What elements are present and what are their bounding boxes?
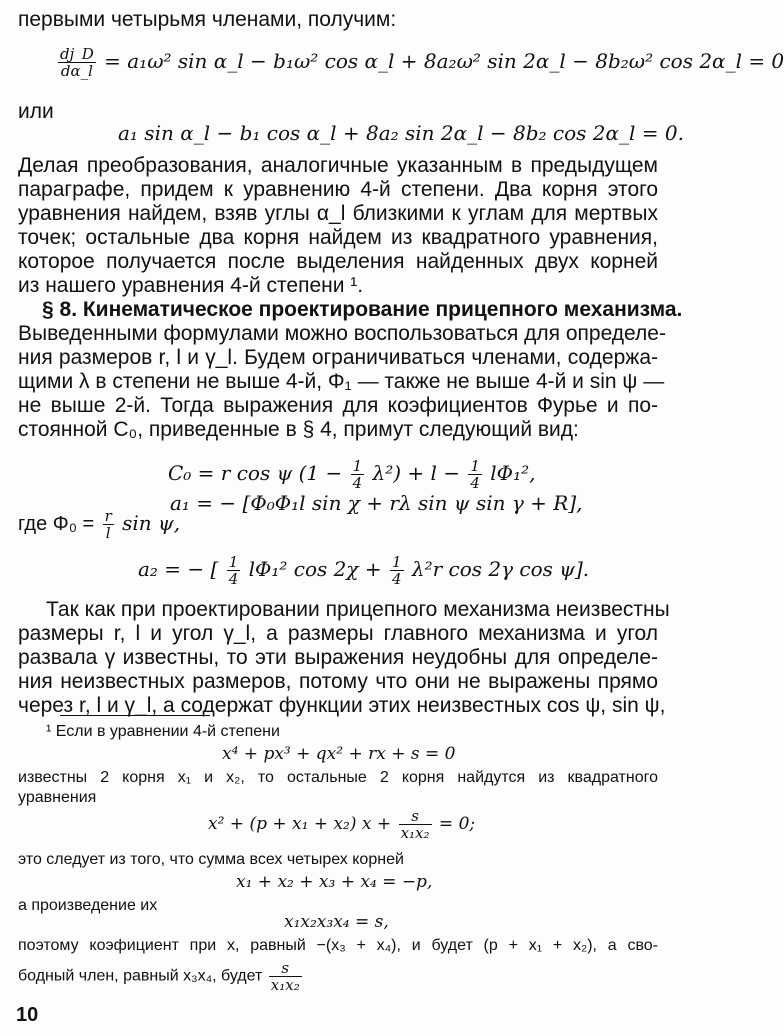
text-line: стоянной C₀, приведенные в § 4, примут следующий вид: xyxy=(18,418,579,441)
footnote-line: бодный член, равный x₃x₄, будет $\frac{s}{\text{x₁x₂}}$ xyxy=(18,959,300,994)
ili-word: или xyxy=(18,100,54,123)
section-heading: § 8. Кинематическое проектирование прицепного механизма. xyxy=(42,298,683,321)
text-line: ния неизвестных размеров, потому что они не выражены прямо xyxy=(18,670,658,693)
derivative-rhs: = a₁ω² sin α_l − b₁ω² cos α_l + 8a₂ω² sin 2α_l − 8b₂ω² cos 2α_l = 0 xyxy=(104,49,784,73)
footnote-equation: x₁ + x₂ + x₃ + x₄ = −p, xyxy=(236,872,433,892)
footnote-equation: x² + (p + x₁ + x₂) x + $\frac{s}{\text{x₁x₂}}$ = 0; xyxy=(208,807,476,842)
text-line: Выведенными формулами можно воспользоваться для определе- xyxy=(18,322,666,345)
footnote-line: уравнения xyxy=(18,789,97,806)
text-line: точек; остальные два корня найдем из квадратного уравнения, xyxy=(18,226,658,249)
equation-c0: C₀ = r cos ψ (1 − $\frac{1}{4}$ λ²) + l − $\frac{1}{4}$ lΦ₁², xyxy=(168,457,536,492)
text-line: размеры r, l и угол γ_l, а размеры главного механизма и угол xyxy=(18,622,658,645)
equation-a2: a₂ = − [ $\frac{1}{4}$ lΦ₁² cos 2χ + $\frac{1}{4}$ λ²r cos 2γ cos ψ]. xyxy=(138,553,590,588)
text-line: Делая преобразования, аналогичные указанным в предыдущем xyxy=(18,154,658,177)
footnote-line: известны 2 корня x₁ и x₂, то остальные 2 корня найдутся из квадратного xyxy=(18,769,658,786)
text-line: которое получается после выделения найденных двух корней xyxy=(18,250,658,273)
text-line: развала γ известны, то эти выражения неудобны для определе- xyxy=(18,646,658,669)
text-line: из нашего уравнения 4-й степени ¹. xyxy=(18,274,364,297)
footnote-divider xyxy=(60,715,210,716)
text-line: щими λ в степени не выше 4-й, Φ₁ — также не выше 4-й и sin ψ — xyxy=(18,370,665,393)
text-line: уравнения найдем, взяв углы α_l близкими к углам для мертвых xyxy=(18,202,658,225)
text-line: не выше 2-й. Тогда выражения для коэфициентов Фурье и по- xyxy=(18,394,658,417)
footnote-line: поэтому коэфициент при x, равный −(x₃ + x₄), и будет (p + x₁ + x₂), а сво- xyxy=(18,937,658,954)
equation-a1: a₁ = − [Φ₀Φ₁l sin χ + rλ sin ψ sin γ + R], xyxy=(170,491,583,515)
footnote-equation: x₁x₂x₃x₄ = s, xyxy=(284,912,389,932)
footnote-line: это следует из того, что сумма всех четырех корней xyxy=(18,851,404,868)
footnote-equation: x⁴ + px³ + qx² + rx + s = 0 xyxy=(222,744,456,764)
footnote-line: ¹ Если в уравнении 4-й степени xyxy=(46,723,280,740)
footnote-line: а произведение их xyxy=(18,897,158,914)
equation-derivative xyxy=(56,46,784,79)
text-line: через r, l и γ_l, а содержат функции этих неизвестных cos ψ, sin ψ, xyxy=(18,694,666,717)
page-number: 10 xyxy=(16,1004,39,1026)
derivative-fraction: $\frac{dj\_D}{d\alpha\_l}$ xyxy=(60,45,94,80)
intro-line: первыми четырьмя членами, получим: xyxy=(18,8,397,31)
text-line: параграфе, придем к уравнению 4-й степени. Два корня этого xyxy=(18,178,658,201)
where-phi0: где Φ₀ = $\frac{r}{l}$ sin ψ, xyxy=(18,507,181,542)
equation-simplified: a₁ sin α_l − b₁ cos α_l + 8a₂ sin 2α_l − 8b₂ cos 2α_l = 0. xyxy=(118,121,684,145)
text-line: Так как при проектировании прицепного механизма неизвестны xyxy=(46,598,670,621)
text-line: ния размеров r, l и γ_l. Будем ограничиваться членами, содержа- xyxy=(18,346,658,369)
